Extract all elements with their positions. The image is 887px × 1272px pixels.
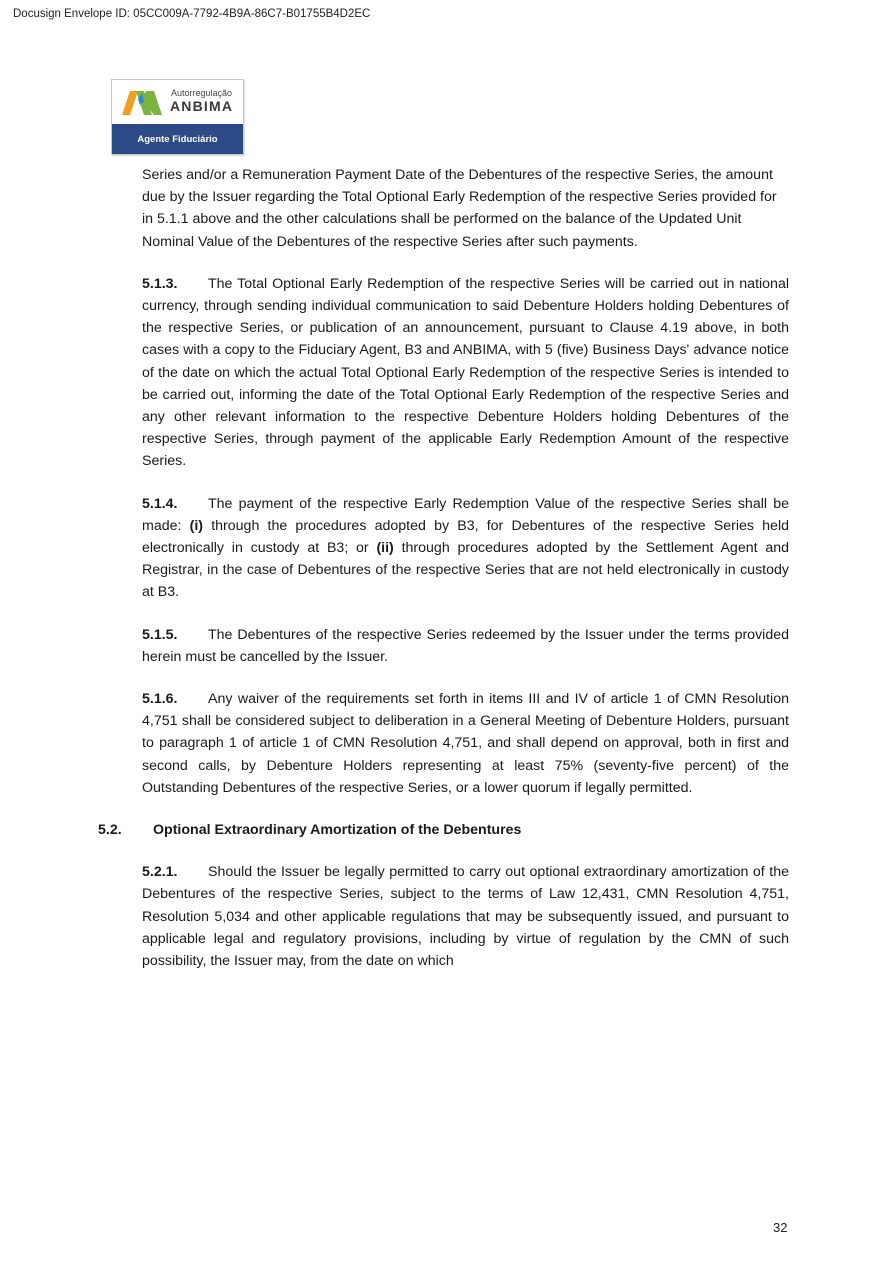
logo-banner: Agente Fiduciário — [112, 124, 243, 154]
clause-5-2-1 — [142, 861, 789, 972]
clause-text: Should the Issuer be legally permitted to carry out optional extraordinary amortization of the Debentures of the respective Series, subject to the terms of Law 12,431, CMN Resolution 4,751, Resolution 5,034 and other applicable regulations that may be subsequently issued, and pursuant to applicable legal and regulatory provisions, including by virtue of regulation by the CMN of such possibility, the Issuer may, from the date on which — [142, 864, 789, 970]
clause-5-1-4 — [142, 493, 789, 604]
clause-text: The Total Optional Early Redemption of the respective Series will be carried out in national currency, through sending individual communication to said Debenture Holders holding Debentures of the respective Series, or publication of an announcement, pursuant to Clause 4.19 above, in both cases with a copy to the Fiduciary Agent, B3 and ANBIMA, with 5 (five) Business Days' advance notice of the date on which the actual Total Optional Early Redemption of the respective Series is intended to be carried out, informing the date of the Total Optional Early Redemption of the respective Series and any other relevant information to the respective Debenture Holders holding Debentures of the respective Series, through payment of the applicable Early Redemption Amount of the respective Series. — [142, 275, 789, 470]
logo-subtitle: Autorregulação — [171, 88, 233, 98]
clause-5-1-5 — [142, 624, 789, 668]
clause-5-1-3 — [142, 273, 789, 473]
section-number: 5.2. — [98, 822, 122, 839]
anbima-mountain-logo-icon — [122, 89, 162, 120]
clause-number: 5.1.6. — [142, 691, 178, 708]
logo-header — [112, 80, 243, 124]
item-marker-ii: (ii) — [376, 540, 394, 557]
clause-text-part: The payment of the respective Early Redemption Value of the respective Series shall be made: — [142, 495, 789, 534]
clause-number: 5.1.4. — [142, 495, 178, 512]
item-marker-i: (i) — [189, 517, 204, 534]
clause-text-part: through the procedures adopted by B3, for Debentures of the respective Series held electronically in custody at B3; or — [142, 517, 789, 557]
logo-name: ANBIMA — [170, 98, 234, 114]
clause-number: 5.1.3. — [142, 275, 178, 292]
clause-text: The Debentures of the respective Series redeemed by the Issuer under the terms provided herein must be cancelled by the Issuer. — [142, 626, 789, 665]
clause-number: 5.2.1. — [142, 864, 178, 881]
docusign-envelope-id: Docusign Envelope ID: 05CC009A-7792-4B9A-86C7-B01755B4D2EC — [13, 8, 371, 20]
anbima-logo — [111, 79, 244, 155]
continuation-paragraph: Series and/or a Remuneration Payment Date of the Debentures of the respective Series, the amount due by the Issuer regarding the Total Optional Early Redemption of the respective Series provided for in 5.1.1 above and the other calculations shall be performed on the balance of the Updated Unit Nominal Value of the Debentures of the respective Series after such payments. — [142, 167, 777, 250]
clause-5-1-6 — [142, 688, 789, 799]
clause-number: 5.1.5. — [142, 626, 178, 643]
clause-text-part: through procedures adopted by the Settlement Agent and Registrar, in the case of Debentures of the respective Series that are not held electronically in custody at B3. — [142, 540, 790, 601]
section-title: Optional Extraordinary Amortization of the Debentures — [153, 822, 522, 839]
page-number: 32 — [773, 1220, 788, 1235]
document-body — [98, 164, 790, 992]
clause-text: Any waiver of the requirements set forth in items III and IV of article 1 of CMN Resolution 4,751 shall be considered subject to deliberation in a General Meeting of Debenture Holders, pursuant to paragraph 1 of article 1 of CMN Resolution 4,751, and shall depend on approval, both in first and second calls, by Debenture Holders representing at least 75% (seventy-five percent) of the Outstanding Debentures of the respective Series, or a lower quorum if legally permitted. — [142, 691, 789, 796]
section-heading-5-2 — [98, 819, 745, 841]
